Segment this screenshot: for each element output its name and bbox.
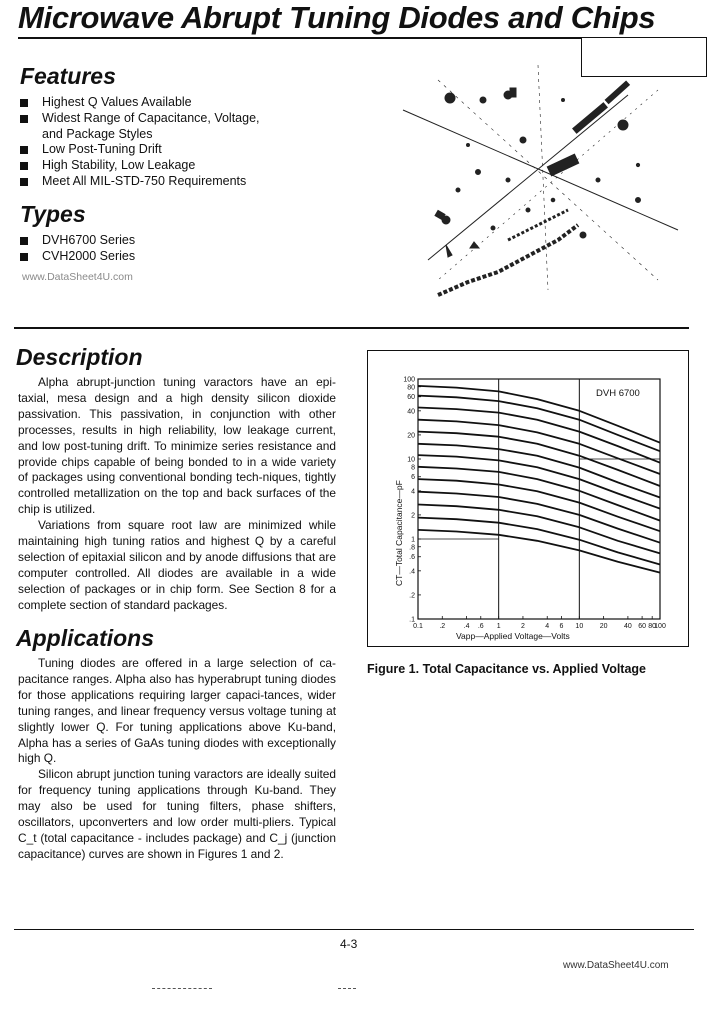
applications-heading: Applications [16, 625, 155, 651]
footer-rule [14, 929, 694, 930]
applications-paragraph: Silicon abrupt junction tuning varactors are ideally suited for frequency tuning applications through Ku-band. They may also be used for tuning filters, phase shifters, oscillators, upconverters and low order multi-pliers. Typical C_t (total capacitance - includes package) and C_j (junction capacitance) curves are shown in Figures 1 and 2. [18, 767, 336, 861]
feature-item: Highest Q Values Available [20, 95, 260, 111]
series-line-curve-3 [418, 408, 660, 463]
x-tick-label: 0.1 [413, 623, 423, 630]
x-tick-label: 80 [648, 623, 657, 630]
description-paragraph: Variations from square root law are minimized while maintaining high tuning ratios and highest Q by a careful selection of epitaxial silicon and by anode diffusions that are computer controlled. All diodes are available in a wide selection of packages or in chip form. See Section 8 for a complete section of standard packages. [18, 518, 336, 612]
y-tick-label: 100 [403, 376, 415, 384]
types-list [20, 233, 135, 265]
type-item: DVH6700 Series [20, 233, 135, 249]
capacitance-chart [368, 351, 688, 646]
y-tick-label: 10 [407, 456, 415, 464]
series-line-curve-7 [418, 455, 660, 509]
y-tick-label: 2 [411, 512, 415, 520]
type-item: CVH2000 Series [20, 249, 135, 265]
y-tick-label: 20 [407, 432, 415, 440]
y-tick-label: 1 [411, 536, 415, 544]
x-tick-label: 20 [599, 623, 608, 630]
section-rule [14, 327, 689, 329]
x-tick-label: 4 [545, 623, 550, 630]
y-tick-label: 60 [407, 394, 415, 402]
chart-y-axis-label: CT—Total Capacitance—pF [394, 480, 404, 586]
y-tick-label: .4 [409, 568, 415, 576]
y-tick-label: 8 [411, 464, 415, 472]
x-tick-label: 100 [654, 623, 666, 630]
applications-paragraph: Tuning diodes are offered in a large selection of ca-pacitance ranges. Alpha also has hyperabrupt tuning diodes for those applications requiring larger capaci-tances, wider tuning ranges, and linear frequency versus voltage tuning at slightly lower Q. For tuning applications above Ku-band, Alpha has a series of GaAs tuning diodes with exceptionally high Q. [18, 656, 336, 766]
feature-item: Meet All MIL-STD-750 Requirements [20, 174, 260, 190]
types-heading: Types [20, 201, 86, 227]
series-line-curve-6 [418, 444, 660, 498]
footer-dash [338, 988, 356, 989]
feature-item: Widest Range of Capacitance, Voltage, [20, 111, 260, 127]
x-tick-label: 60 [638, 623, 647, 630]
x-tick-label: 2 [520, 623, 525, 630]
applications-body [18, 656, 336, 863]
x-tick-label: 40 [624, 623, 632, 630]
y-tick-label: .8 [409, 544, 415, 552]
figure-1-frame [367, 350, 689, 647]
chart-title: DVH 6700 [596, 388, 640, 399]
footer-dash [152, 988, 212, 989]
footer-site: www.DataSheet4U.com [563, 960, 669, 971]
plot-area-border [418, 379, 660, 619]
x-tick-label: .6 [477, 623, 484, 630]
chart-x-axis-label: Vapp—Applied Voltage—Volts [456, 631, 570, 641]
x-tick-label: 1 [496, 623, 501, 630]
features-list [20, 95, 260, 190]
description-paragraph: Alpha abrupt-junction tuning varactors have an epi-taxial, mesa design and a high density silicon dioxide passivation. This passivation, in conjunction with other processes, results in high reliability, low leakage current, and low post-tuning drift. To minimize series resistance and provide chips capable of being bonded to in a wide variety of packages using conventional bonding tech-niques, tightly controlled metallization on the top and back surfaces of the chip is utilized. [18, 375, 336, 517]
feature-item-continued: and Package Styles [42, 126, 153, 141]
y-tick-label: 6 [411, 474, 415, 482]
y-tick-label: 4 [411, 488, 415, 496]
description-heading: Description [16, 344, 143, 370]
x-tick-label: 10 [575, 623, 584, 630]
y-tick-label: .1 [409, 616, 415, 624]
x-tick-label: .2 [439, 623, 446, 630]
feature-item: Low Post-Tuning Drift [20, 142, 260, 158]
y-tick-label: 80 [407, 384, 415, 392]
title-rule [18, 37, 581, 39]
figure-1-caption: Figure 1. Total Capacitance vs. Applied Voltage [367, 662, 646, 676]
watermark: www.DataSheet4U.com [22, 271, 133, 283]
x-tick-label: .4 [463, 623, 470, 630]
y-tick-label: .6 [409, 554, 415, 562]
feature-item: High Stability, Low Leakage [20, 158, 260, 174]
diode-product-photo [398, 60, 688, 310]
series-line-curve-13 [418, 530, 660, 573]
y-tick-label: .2 [409, 592, 415, 600]
page-title: Microwave Abrupt Tuning Diodes and Chips [18, 0, 656, 35]
page-number: 4-3 [340, 937, 358, 951]
features-heading: Features [20, 63, 116, 89]
series-line-curve-2 [418, 396, 660, 452]
description-body [18, 375, 336, 614]
x-tick-label: 6 [559, 623, 564, 630]
y-tick-label: 40 [407, 408, 415, 416]
